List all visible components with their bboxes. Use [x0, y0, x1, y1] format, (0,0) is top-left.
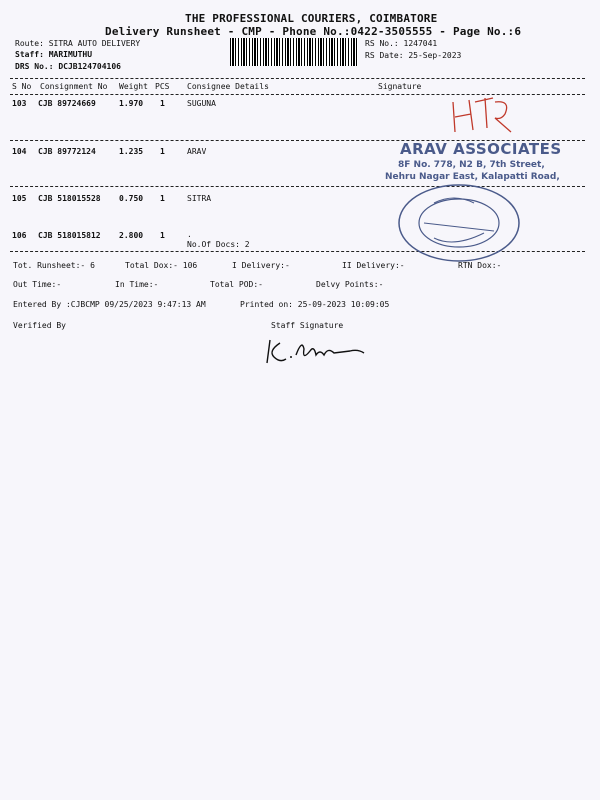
- drs-number: DRS No.: DCJB124704106: [15, 62, 121, 71]
- ii-delivery: II Delivery:-: [342, 261, 405, 270]
- pcs: 1: [160, 147, 165, 156]
- pcs: 1: [160, 231, 165, 240]
- stamp-company-name: ARAV ASSOCIATES: [400, 140, 562, 158]
- consignee: .: [187, 230, 192, 239]
- col-sno: S No: [12, 82, 32, 91]
- pcs: 1: [160, 194, 165, 203]
- col-consignee: Consignee Details: [187, 82, 269, 91]
- col-pcs: PCS: [155, 82, 170, 91]
- weight: 1.235: [119, 147, 144, 156]
- consignee: ARAV: [187, 147, 207, 156]
- rtn-dox: RTN Dox:-: [458, 261, 502, 270]
- consignment-no: CJB 89724669: [38, 99, 96, 108]
- stamp-address-line1: 8F No. 778, N2 B, 7th Street,: [398, 160, 545, 170]
- verified-by: Verified By: [13, 321, 66, 330]
- consignment-no: CJB 518015528: [38, 194, 101, 203]
- col-signature: Signature: [378, 82, 422, 91]
- weight: 0.750: [119, 194, 144, 203]
- i-delivery: I Delivery:-: [232, 261, 290, 270]
- out-time: Out Time:-: [13, 280, 62, 289]
- stamp-address-line2: Nehru Nagar East, Kalapatti Road,: [385, 172, 560, 182]
- total-dox: Total Dox:- 106: [125, 261, 198, 270]
- staff-label: Staff: MARIMUTHU: [15, 50, 93, 59]
- staff-signature: [262, 335, 372, 370]
- consignment-no: CJB 89772124: [38, 147, 96, 156]
- rs-date: RS Date: 25-Sep-2023: [365, 51, 462, 60]
- divider: [10, 78, 585, 79]
- runsheet-title: Delivery Runsheet - CMP - Phone No.:0422-3505555 - Page No.:6: [105, 25, 522, 38]
- sno: 104: [12, 147, 27, 156]
- round-stamp: [394, 183, 524, 268]
- in-time: In Time:-: [115, 280, 159, 289]
- total-pod: Total POD:-: [210, 280, 263, 289]
- barcode: [230, 38, 358, 66]
- consignee: SITRA: [187, 194, 212, 203]
- col-weight: Weight: [119, 82, 148, 91]
- tot-runsheet: Tot. Runsheet:- 6: [13, 261, 95, 270]
- weight: 2.800: [119, 231, 144, 240]
- consignee: SUGUNA: [187, 99, 216, 108]
- company-title: THE PROFESSIONAL COURIERS, COIMBATORE: [185, 12, 438, 25]
- consignment-no: CJB 518015812: [38, 231, 101, 240]
- weight: 1.970: [119, 99, 144, 108]
- printed-on: Printed on: 25-09-2023 10:09:05: [240, 300, 390, 309]
- rs-number: RS No.: 1247041: [365, 39, 438, 48]
- no-of-docs: No.Of Docs: 2: [187, 240, 250, 249]
- entered-by: Entered By :CJBCMP 09/25/2023 9:47:13 AM: [13, 300, 206, 309]
- col-consignment: Consignment No: [40, 82, 108, 91]
- sno: 103: [12, 99, 27, 108]
- handwritten-initials: [445, 92, 525, 137]
- staff-signature-label: Staff Signature: [271, 321, 344, 330]
- route-label: Route: SITRA AUTO DELIVERY: [15, 39, 141, 48]
- pcs: 1: [160, 99, 165, 108]
- sno: 105: [12, 194, 27, 203]
- delvy-points: Delvy Points:-: [316, 280, 384, 289]
- sno: 106: [12, 231, 27, 240]
